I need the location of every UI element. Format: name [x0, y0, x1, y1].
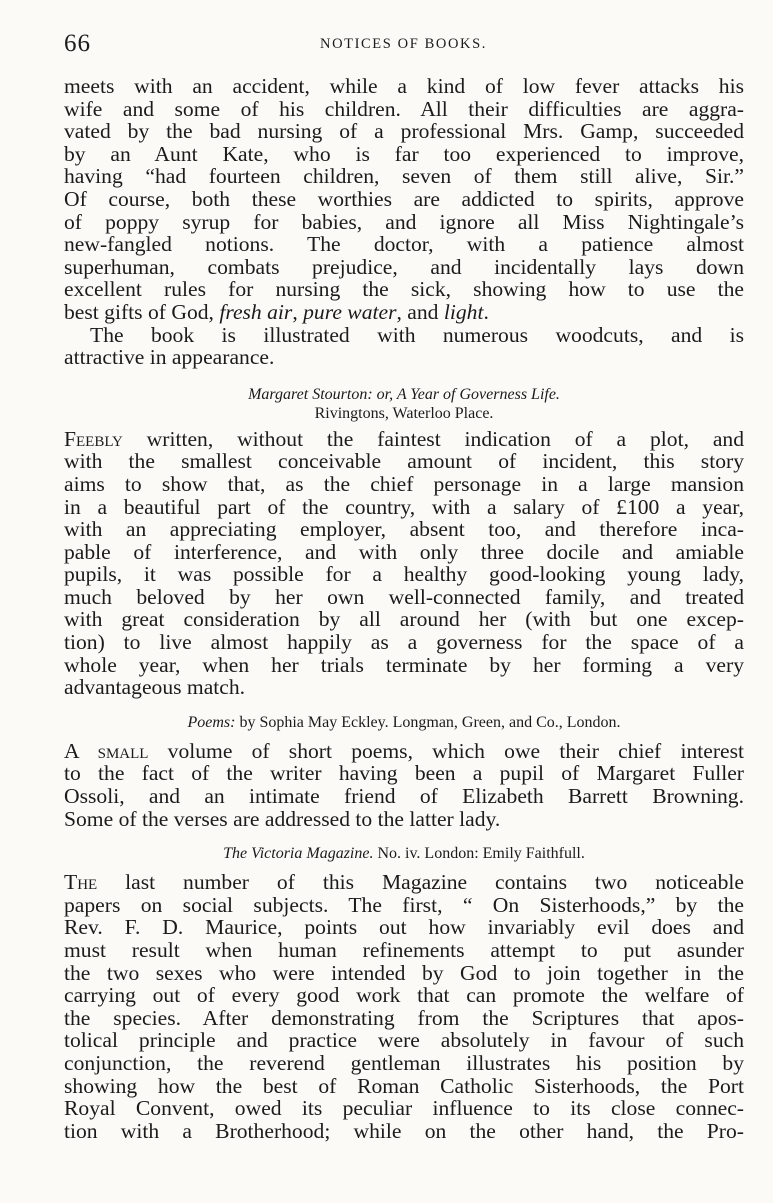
text-line: pupils, it was possible for a healthy good-looking young lady,: [64, 562, 744, 587]
emphasis-pure-water: pure water: [303, 299, 397, 324]
text-line: tion) to live almost happily as a governess for the space of a: [64, 630, 744, 655]
text-line: The last number of this Magazine contains two noticeable: [64, 870, 744, 895]
review-poems: [64, 740, 744, 830]
book-details: by Sophia May Eckley. Longman, Green, and Co., London.: [235, 713, 621, 731]
text-line: papers on social subjects. The first, “ On Sisterhoods,” by the: [64, 892, 744, 917]
text-line: conjunction, the reverend gentleman illustrates his position by: [64, 1050, 744, 1075]
text-line: with the smallest conceivable amount of incident, this story: [64, 449, 744, 474]
body-text: [64, 75, 744, 1142]
text-line: aims to show that, as the chief personage in a large mansion: [64, 471, 744, 496]
opening-word: The: [64, 870, 98, 895]
emphasis-light: light: [443, 299, 484, 324]
text-line: in a beautiful part of the country, with a salary of £100 a year,: [64, 494, 744, 519]
text-line: wife and some of his children. All their difficulties are aggra-: [64, 96, 744, 121]
emphasis-fresh-air: fresh air: [219, 299, 293, 324]
text-line: vated by the bad nursing of a professional Mrs. Gamp, succeeded: [64, 119, 744, 144]
text-line: advantageous match.: [64, 675, 246, 700]
text-line: The book is illustrated with numerous woodcuts, and is: [90, 322, 744, 347]
text-line: attractive in appearance.: [64, 345, 275, 370]
text-line: whole year, when her trials terminate by her forming a very: [64, 652, 744, 677]
text-line: pable of interference, and with only three docile and amiable: [64, 539, 744, 564]
text-line: new-fangled notions. The doctor, with a patience almost: [64, 232, 744, 257]
book-title: Poems:: [187, 713, 236, 731]
text-line: meets with an accident, while a kind of low fever attacks his: [64, 74, 744, 98]
running-title: NOTICES OF BOOKS.: [320, 36, 487, 52]
opening-word: Feebly: [64, 426, 123, 451]
book-title: The Victoria Magazine.: [223, 845, 374, 863]
text-line: with great consideration by all around her (with but one excep-: [64, 607, 744, 632]
text-line: the species. After demonstrating from the Scriptures that apos-: [64, 1005, 744, 1030]
book-details: No. iv. London: Emily Faithfull.: [373, 845, 585, 863]
book-publisher: Rivingtons, Waterloo Place.: [314, 404, 494, 422]
text-line: carrying out of every good work that can promote the welfare of: [64, 983, 744, 1008]
book-heading-poems: [64, 713, 744, 732]
book-title: Margaret Stourton: or, A Year of Governess Life.: [248, 385, 560, 403]
text-line: best gifts of God, fresh air, pure water, and light.: [64, 299, 489, 324]
text-line: with an appreciating employer, absent too, and therefore inca-: [64, 517, 744, 542]
text-line: the two sexes who were intended by God to join together in the: [64, 960, 744, 985]
text-line: much beloved by her own well-connected family, and treated: [64, 584, 744, 609]
page-number: 66: [64, 30, 91, 57]
opening-word: A small: [64, 738, 149, 763]
text-line: must result when human refinements attempt to put asunder: [64, 938, 744, 962]
text-line: by an Aunt Kate, who is far too experienced to improve,: [64, 141, 744, 166]
text-line: Rev. F. D. Maurice, points out how invariably evil does and: [64, 915, 744, 940]
text-line: showing how the best of Roman Catholic Sisterhoods, the Port: [64, 1073, 744, 1098]
text-line: A small volume of short poems, which owe their chief interest: [64, 738, 745, 763]
continued-review: [64, 75, 744, 369]
book-heading-margaret-stourton: [64, 385, 744, 423]
text-line: Royal Convent, owed its peculiar influence to its close connec-: [64, 1096, 744, 1121]
text-line: excellent rules for nursing the sick, showing how to use the: [64, 277, 744, 302]
text-line: to the fact of the writer having been a pupil of Margaret Fuller: [64, 761, 744, 786]
review-margaret-stourton: [64, 428, 744, 699]
text-line: tolical principle and practice were absolutely in favour of such: [64, 1028, 744, 1053]
review-victoria-magazine: [64, 871, 744, 1142]
text-line: Of course, both these worthies are addicted to spirits, approve: [64, 186, 744, 211]
text-line: superhuman, combats prejudice, and incidentally lays down: [64, 254, 744, 279]
text-line: having “had fourteen children, seven of them still alive, Sir.”: [64, 164, 744, 189]
text-line: of poppy syrup for babies, and ignore all Miss Nightingale’s: [64, 209, 744, 234]
running-head: [64, 30, 743, 60]
text-line: Ossoli, and an intimate friend of Elizabeth Barrett Browning.: [64, 784, 744, 809]
book-heading-victoria-magazine: [64, 844, 744, 863]
text-line: tion with a Brotherhood; while on the other hand, the Pro-: [64, 1118, 744, 1143]
text-line: Some of the verses are addressed to the latter lady.: [64, 806, 501, 831]
text-line: Feebly written, without the faintest indication of a plot, and: [64, 426, 744, 451]
